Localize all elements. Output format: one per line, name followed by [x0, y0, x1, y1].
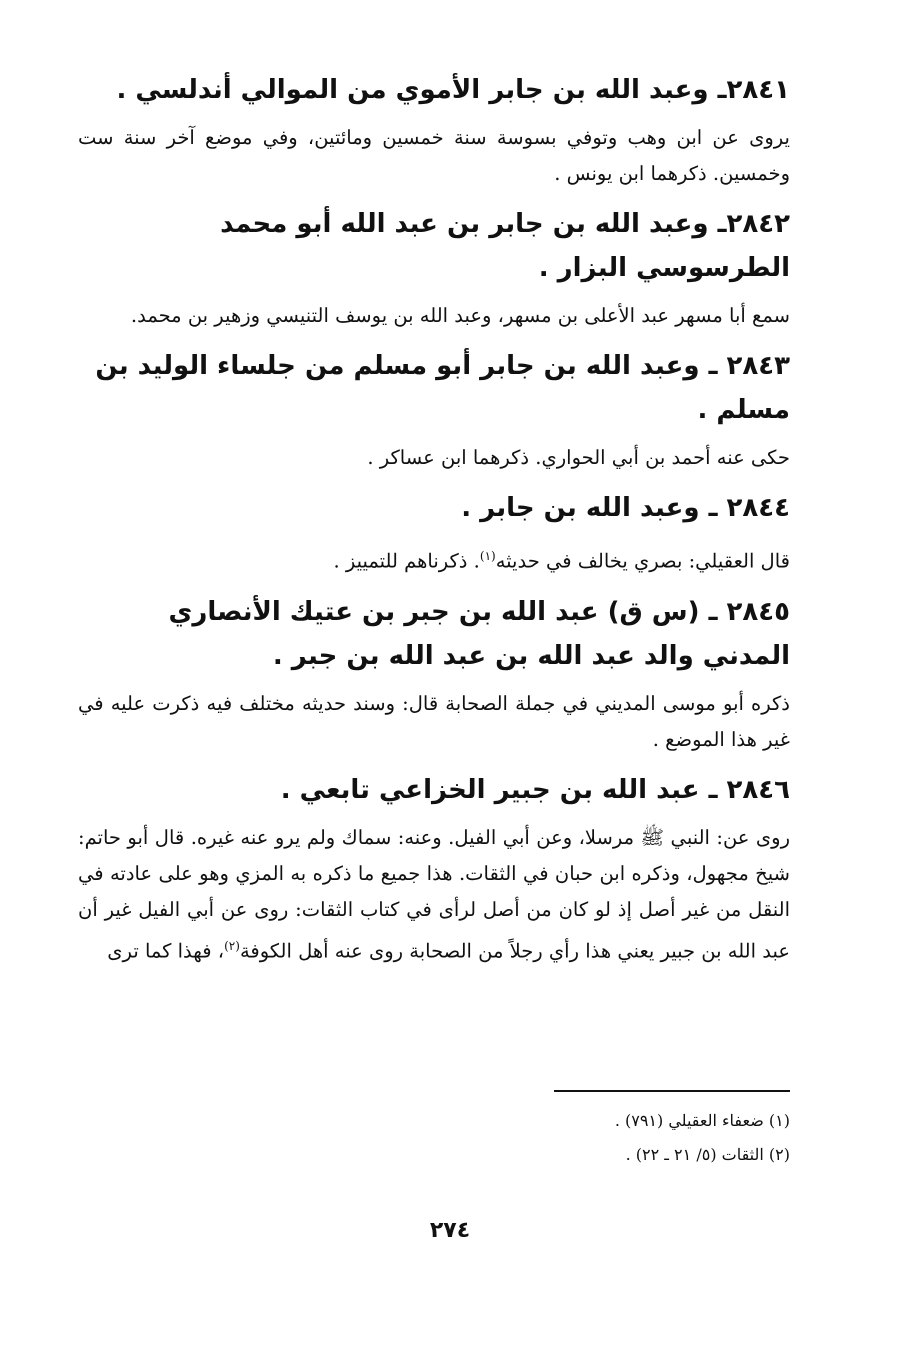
- entry-heading: ٢٨٤٦ ـ عبد الله بن جبير الخزاعي تابعي .: [280, 774, 790, 805]
- footnote-2: (٢) الثقات (٥/ ٢١ ـ ٢٢) .: [625, 1145, 790, 1164]
- entry-body-text: . ذكرناهم للتمييز .: [333, 549, 480, 573]
- entry-body: حكى عنه أحمد بن أبي الحواري. ذكرهما ابن عساكر .: [367, 446, 790, 469]
- footnote-marker: (١): [479, 549, 496, 563]
- entry-heading: ٢٨٤٤ ـ وعبد الله بن جابر .: [461, 493, 790, 523]
- entry-body: [78, 820, 790, 970]
- entry-heading: ٢٨٤٥ ـ (س ق) عبد الله بن جبر بن عتيك الأنصاري المدني والد عبد الله بن عبد الله بن جبر .: [168, 596, 790, 671]
- entry-2843: [78, 344, 790, 476]
- entry-2845: [78, 590, 790, 758]
- entry-heading: ٢٨٤٢ـ وعبد الله بن جابر بن عبد الله أبو محمد الطرسوسي البزار .: [220, 209, 790, 283]
- footnote-divider: [554, 1090, 790, 1092]
- entry-2841: [78, 68, 790, 192]
- footnotes: [78, 1090, 790, 1172]
- entry-body: ذكره أبو موسى المديني في جملة الصحابة قال: وسند حديثه مختلف فيه ذكرت عليه في غير هذا الموضع .: [78, 691, 790, 751]
- footnote-marker: (٢): [224, 938, 240, 953]
- page-content: [78, 68, 790, 969]
- entry-body-text: روى عن: النبي ﷺ مرسلا، وعن أبي الفيل. وعنه: سماك ولم يرو عنه غيره. قال أبو حاتم: شيخ مجهول، وذكره ابن حبان في الثقات. هذا جميع ما ذكره به المزي وهو على عادته في النقل من غير أصل إذ لو كان من أصل لرأى في كتاب الثقات: روى عن أبي الفيل غير أن عبد الله بن جبير يعني هذا رأي رجلاً من الصحابة روى عنه أهل الكوفة: [78, 825, 790, 962]
- page-number: ٢٧٤: [429, 1218, 471, 1243]
- entry-heading: ٢٨٤٣ ـ وعبد الله بن جابر أبو مسلم من جلساء الوليد بن مسلم .: [95, 351, 790, 425]
- entry-2846: [78, 768, 790, 970]
- entry-heading: ٢٨٤١ـ وعبد الله بن جابر الأموي من الموالي أندلسي .: [116, 75, 790, 105]
- entry-body: يروى عن ابن وهب وتوفي بسوسة سنة خمسين ومائتين، وفي موضع آخر سنة ست وخمسين. ذكرهما ابن يونس .: [78, 126, 790, 185]
- footnote-1: (١) ضعفاء العقيلي (٧٩١) .: [614, 1111, 790, 1130]
- entry-body: سمع أبا مسهر عبد الأعلى بن مسهر، وعبد الله بن يوسف التنيسي وزهير بن محمد.: [130, 304, 790, 327]
- entry-body: [78, 538, 790, 580]
- entry-body-text: قال العقيلي: بصري يخالف في حديثه: [495, 549, 790, 573]
- entry-2844: [78, 486, 790, 580]
- entry-2842: [78, 202, 790, 334]
- entry-body-text: ، فهذا كما ترى: [107, 939, 225, 962]
